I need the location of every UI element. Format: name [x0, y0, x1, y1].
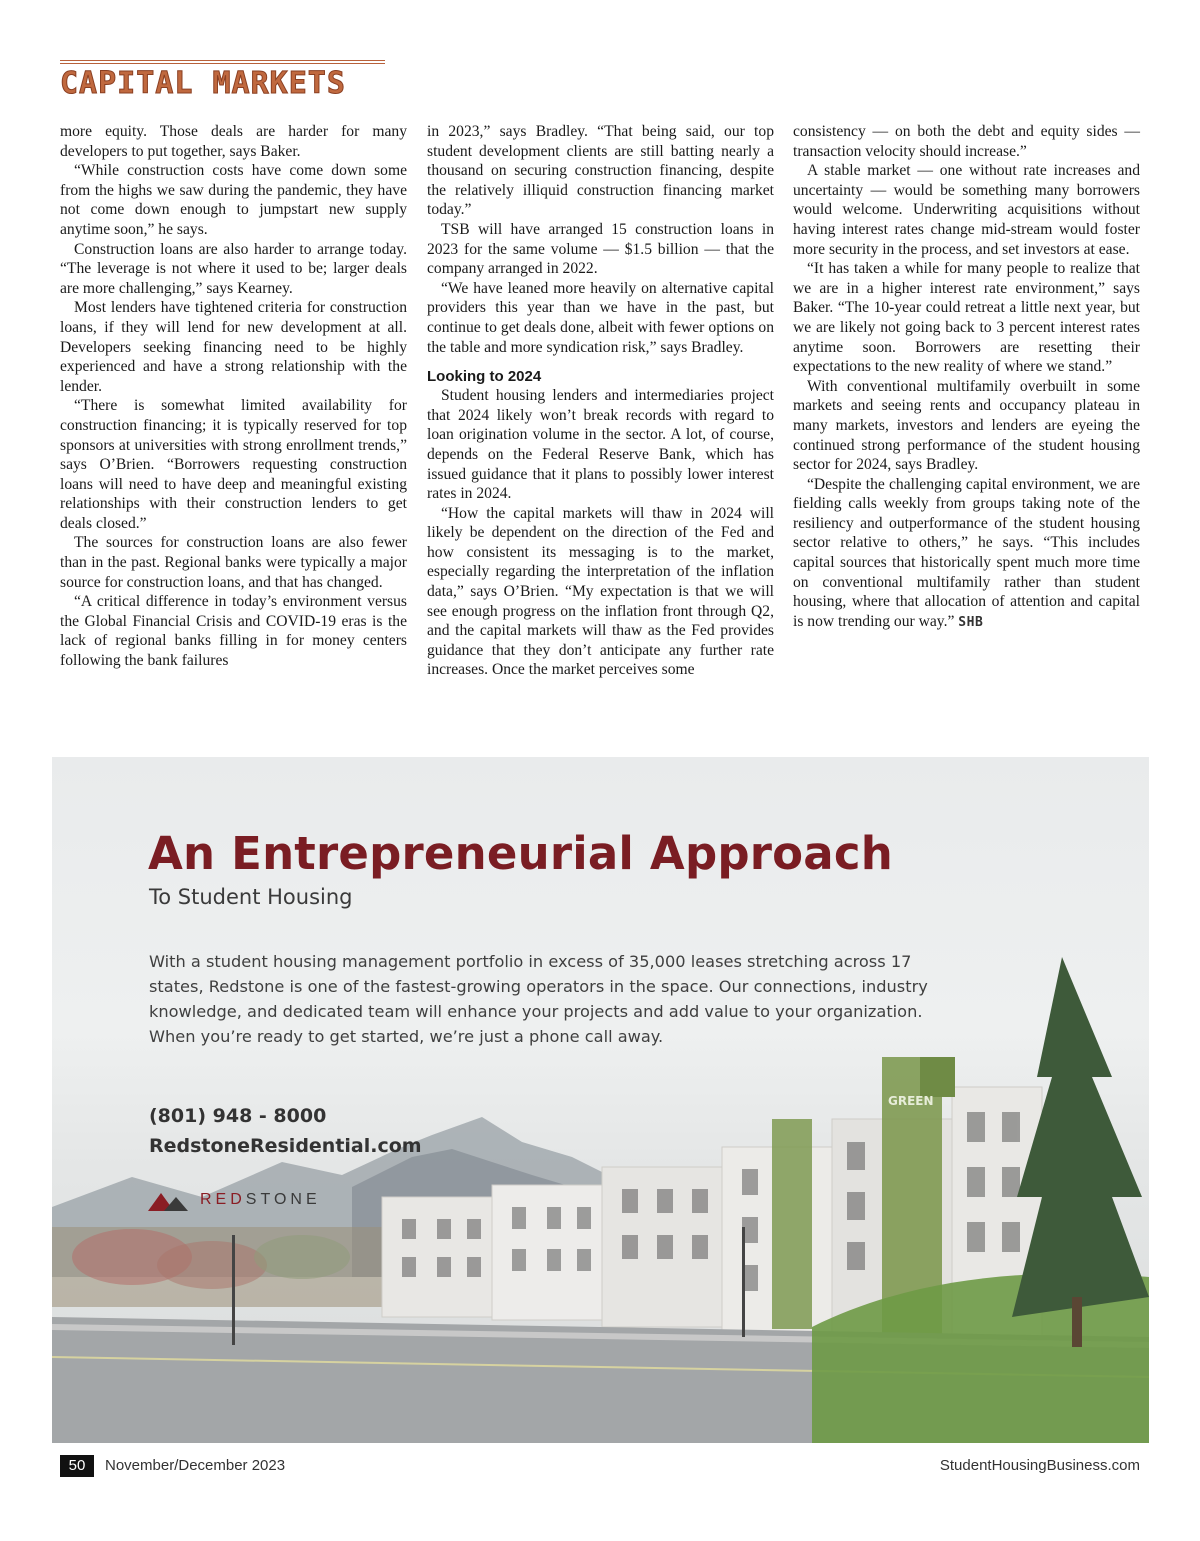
paragraph: “How the capital markets will thaw in 2024 will likely be dependent on the direction of the Fed and how consistent its messaging is to the market, especially regarding the interpretation of the inflation data,” says O’Brien. “My expectation is that we will see enough progress on the inflation front through Q2, and the capital markets will thaw as the Fed provides guidance that they don’t anticipate any further rate increases. Once the market perceives some: [427, 504, 774, 679]
paragraph: The sources for construction loans are also fewer than in the past. Regional banks were typically a major source for construction loans, and that has changed.: [60, 534, 407, 591]
paragraph: Most lenders have tightened criteria for construction loans, if they will lend for new development at all. Developers seeking financing need to be highly experienced and have a strong relationship with the lender.: [60, 299, 407, 395]
paragraph-text: “Despite the challenging capital environment, we are fielding calls weekly from groups taking note of the resiliency and outperformance of the student housing sector relative to others,” he says. “This includes capital sources that historically spent much more time on conventional multifamily rather than student housing, where that allocation of attention and capital is now trending our way.”: [793, 475, 1140, 630]
paragraph: TSB will have arranged 15 construction loans in 2023 for the same volume — $1.5 billion — that the company arranged in 2022.: [427, 220, 774, 278]
paragraph: “While construction costs have come down some from the highs we saw during the pandemic, they have not come down enough to jumpstart new supply anytime soon,” he says.: [60, 162, 407, 238]
paragraph: [793, 475, 1140, 633]
advertisement[interactable]: [52, 757, 1149, 1443]
paragraph: “It has taken a while for many people to realize that we are in a higher interest rate environment,” says Baker. “The 10-year could retreat a little next year, but we are likely not going back to 3 percent interest rates anytime soon. Borrowers are resetting their expectations to the new reality of where we stand.”: [793, 260, 1140, 376]
ad-body-text: With a student housing management portfolio in excess of 35,000 leases stretching across 17 states, Redstone is one of the fastest-growing operators in the space. Our connections, industry knowledge, and dedicated team will enhance your projects and add value to your organization. When you’re ready to get started, we’re just a phone call away.: [149, 952, 928, 1046]
paragraph: more equity. Those deals are harder for many developers to put together, says Baker.: [60, 123, 407, 160]
article-column-2: [427, 122, 774, 680]
green-tower-cap: [920, 1057, 955, 1097]
logo-text-red: RED: [200, 1191, 246, 1208]
lamp-post: [232, 1235, 235, 1345]
end-mark: SHB: [958, 614, 984, 630]
lamp-post: [742, 1227, 745, 1337]
article-column-3: [793, 122, 1140, 632]
section-rule: [60, 60, 385, 64]
site-url[interactable]: StudentHousingBusiness.com: [939, 1457, 1140, 1474]
ad-phone[interactable]: (801) 948 - 8000: [149, 1105, 327, 1127]
tree: [254, 1235, 350, 1279]
green-panel: [772, 1119, 812, 1329]
ad-headline: An Entrepreneurial Approach: [148, 827, 893, 880]
logo-text-gray: STONE: [245, 1191, 321, 1208]
paragraph: “There is somewhat limited availability for construction financing; it is typically reserved for top sponsors at universities with strong enrollment trends,” says O’Brien. “Borrowers requesting construction loans will need to have deep and meaningful existing relationships with their construction lenders to get deals closed.”: [60, 397, 407, 532]
page-footer: [60, 1455, 1140, 1479]
redstone-logo[interactable]: [148, 1189, 321, 1211]
redstone-logo-text: [200, 1191, 321, 1209]
paragraph: “We have leaned more heavily on alternative capital providers this year than we have in the past, but continue to get deals done, albeit with fewer options on the table and more syndication risk,” says Bradley.: [427, 279, 774, 356]
paragraph: Student housing lenders and intermediaries project that 2024 likely won’t break records with regard to loan origination volume in the sector. A lot, of course, depends on the Federal Reserve Bank, which has issued guidance that it plans to possibly lower interest rates in 2024.: [427, 387, 774, 503]
paragraph: Construction loans are also harder to arrange today. “The leverage is not where it used to be; larger deals are more challenging,” says Kearney.: [60, 240, 407, 297]
ad-subheadline: To Student Housing: [149, 885, 353, 909]
redstone-logo-icon: [148, 1189, 190, 1211]
article-column-1: [60, 122, 407, 671]
paragraph: “A critical difference in today’s environment versus the Global Financial Crisis and COVID-19 eras is the lack of regional banks filling in for money centers following the bank failures: [60, 593, 407, 670]
subheading: Looking to 2024: [427, 368, 542, 386]
pine-trunk: [1072, 1297, 1082, 1347]
page-number: 50: [60, 1455, 94, 1477]
red-tree: [157, 1241, 267, 1289]
paragraph: in 2023,” says Bradley. “That being said, our top student development clients are still batting nearly a thousand on securing construction financing, despite the relatively illiquid construction financing market today.”: [427, 123, 774, 219]
building-sign: GREEN: [888, 1094, 934, 1108]
issue-date: November/December 2023: [105, 1457, 286, 1474]
section-title: CAPITAL MARKETS: [60, 66, 346, 101]
paragraph: A stable market — one without rate increases and uncertainty — would be something many borrowers would welcome. Underwriting acquisitions without having interest rates change mid-stream would foster more security in the process, and set investors at ease.: [793, 162, 1140, 258]
ad-website-link[interactable]: RedstoneResidential.com: [149, 1135, 422, 1157]
paragraph: consistency — on both the debt and equity sides — transaction velocity should increase.”: [793, 123, 1140, 160]
paragraph: With conventional multifamily overbuilt in some markets and seeing rents and occupancy plateau in many markets, investors and lenders are eyeing the continued strong performance of the student housing sector for 2024, says Bradley.: [793, 377, 1140, 474]
